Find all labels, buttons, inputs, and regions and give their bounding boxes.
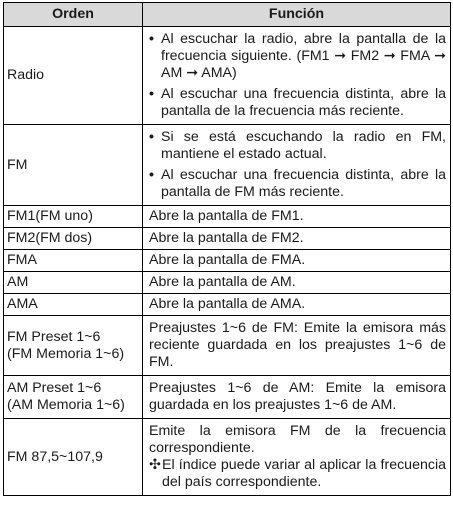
table-row (4, 419, 451, 496)
table-row (4, 125, 451, 206)
function-cell (143, 272, 451, 294)
bullet-text: Si se está escuchando la radio en FM, mantiene el estado actual. (161, 129, 446, 162)
header-command: Orden (4, 3, 143, 27)
voice-command-table (3, 2, 451, 496)
function-text: Preajustes 1~6 de AM: Emite la emisora guardada en los preajustes 1~6 de AM. (149, 380, 446, 413)
function-text: Abre la pantalla de FM2. (149, 230, 304, 246)
function-text: Abre la pantalla de AMA. (149, 296, 306, 312)
command-text: AMA (7, 296, 38, 312)
bullet-icon: • (149, 86, 154, 102)
function-cell (143, 419, 451, 496)
function-cell (143, 250, 451, 272)
command-text: FMA (7, 252, 37, 268)
table-row (4, 272, 451, 294)
bullet-icon: • (149, 31, 154, 47)
table-row (4, 27, 451, 125)
function-text: Abre la pantalla de FMA. (149, 252, 306, 268)
note-item (149, 457, 446, 491)
bullet-item (149, 31, 446, 82)
bullet-text: Al escuchar una frecuencia distinta, abre la pantalla de FM más reciente. (161, 167, 446, 200)
function-cell (143, 228, 451, 250)
command-text: AM Preset 1~6 (7, 380, 102, 396)
command-cell (4, 228, 143, 250)
table-row (4, 250, 451, 272)
command-cell (4, 206, 143, 228)
note-icon: ✣ (149, 457, 161, 473)
bullet-item (149, 86, 446, 120)
bullet-text: Al escuchar la radio, abre la pantalla de la frecuencia siguiente. (FM1 ➞ FM2 ➞ FMA ➞ AM ➞ AMA) (161, 31, 446, 81)
function-cell (143, 206, 451, 228)
command-cell (4, 27, 143, 125)
bullet-text: Al escuchar una frecuencia distinta, abre la pantalla de la frecuencia más reciente. (161, 86, 446, 119)
command-cell (4, 376, 143, 419)
function-cell (143, 27, 451, 125)
command-cell (4, 419, 143, 496)
command-text: FM (7, 156, 28, 173)
command-text: (FM Memoria 1~6) (7, 345, 125, 362)
command-text: FM1(FM uno) (7, 208, 93, 224)
bullet-item (149, 129, 446, 163)
function-text: Abre la pantalla de AM. (149, 274, 296, 290)
command-text: (AM Memoria 1~6) (7, 397, 125, 413)
table-row (4, 228, 451, 250)
bullet-item (149, 167, 446, 201)
command-text: FM 87,5~107,9 (7, 448, 103, 465)
table-row (4, 376, 451, 419)
bullet-icon: • (149, 167, 154, 183)
bullet-icon: • (149, 129, 154, 145)
function-text: Abre la pantalla de FM1. (149, 208, 304, 224)
table-row (4, 206, 451, 228)
header-function: Función (143, 3, 451, 27)
command-text: AM (7, 274, 29, 290)
table-row (4, 294, 451, 316)
command-text: FM2(FM dos) (7, 230, 93, 246)
table-row (4, 316, 451, 376)
function-cell (143, 294, 451, 316)
command-cell (4, 125, 143, 206)
command-cell (4, 272, 143, 294)
function-text: Preajustes 1~6 de FM: Emite la emisora más reciente guardada en los preajustes 1~6 de FM. (149, 320, 446, 370)
function-cell (143, 316, 451, 376)
note-text: El índice puede variar al aplicar la frecuencia del país correspondiente. (162, 457, 446, 490)
command-text: Radio (7, 67, 45, 83)
function-cell (143, 376, 451, 419)
command-cell (4, 250, 143, 272)
function-text: Emite la emisora FM de la frecuencia correspondiente. (149, 423, 446, 456)
command-cell (4, 316, 143, 376)
function-cell (143, 125, 451, 206)
command-text: FM Preset 1~6 (7, 328, 101, 345)
table-header-row (4, 3, 451, 27)
command-cell (4, 294, 143, 316)
